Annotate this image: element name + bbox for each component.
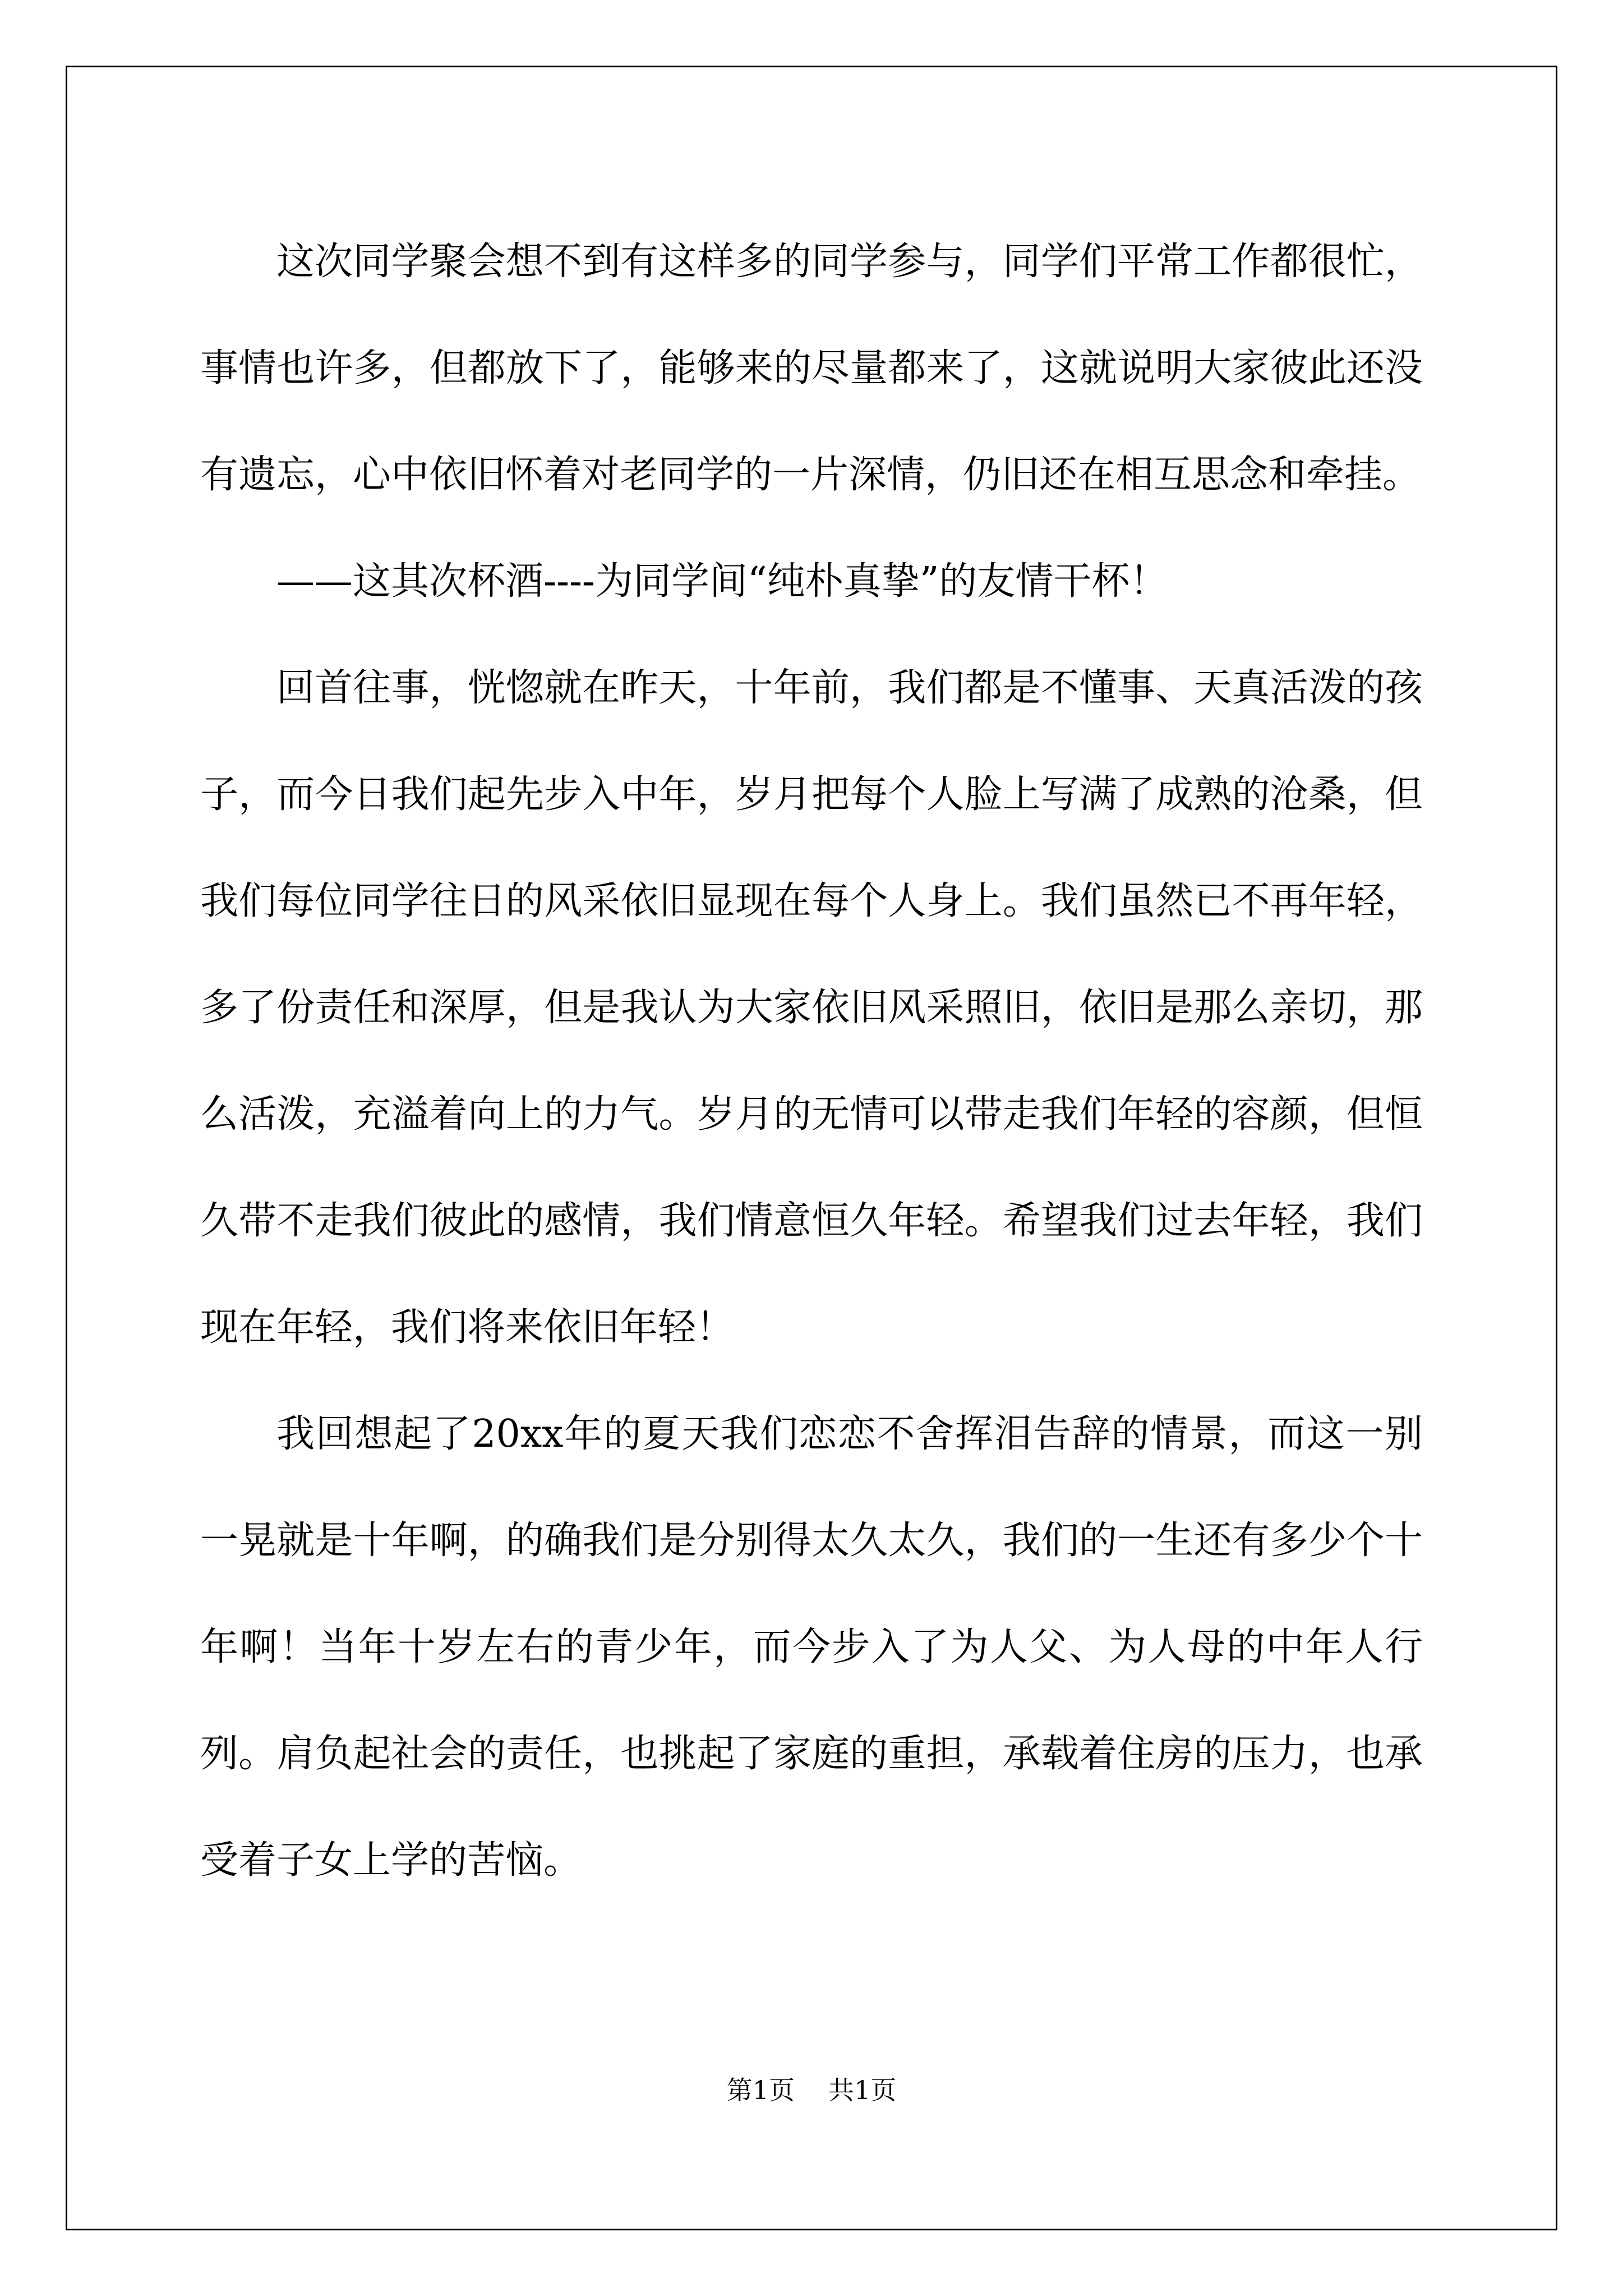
page-footer	[0, 2070, 1623, 2107]
paragraph-4: 我回想起了20xx年的夏天我们恋恋不舍挥泪告辞的情景，而这一别一晃就是十年啊，的确我们是分别得太久太久，我们的一生还有多少个十年啊！当年十岁左右的青少年，而今步入了为人父、为人母的中年人行列。肩负起社会的责任，也挑起了家庭的重担，承载着住房的压力，也承受着子女上学的苦恼。	[200, 1412, 1423, 1883]
paragraph-3: 回首往事，恍惚就在昨天，十年前，我们都是不懂事、天真活泼的孩子，而今日我们起先步入中年，岁月把每个人脸上写满了成熟的沧桑，但我们每位同学往日的风采依旧显现在每个人身上。我们虽然已不再年轻，多了份责任和深厚，但是我认为大家依旧风采照旧，依旧是那么亲切，那么活泼，充溢着向上的力气。岁月的无情可以带走我们年轻的容颜，但恒久带不走我们彼此的感情，我们情意恒久年轻。希望我们过去年轻，我们现在年轻，我们将来依旧年轻！	[200, 666, 1423, 1350]
paragraph-1: 这次同学聚会想不到有这样多的同学参与，同学们平常工作都很忙，事情也许多，但都放下了，能够来的尽量都来了，这就说明大家彼此还没有遗忘，心中依旧怀着对老同学的一片深情，仍旧还在相互思念和牵挂。	[200, 240, 1423, 497]
document-body	[200, 209, 1423, 1914]
paragraph-2: ——这其次杯酒----为同学间“纯朴真挚”的友情干杯！	[276, 559, 1168, 604]
page-number-current: 第1页	[726, 2075, 795, 2105]
page-number-total: 共1页	[828, 2075, 897, 2105]
